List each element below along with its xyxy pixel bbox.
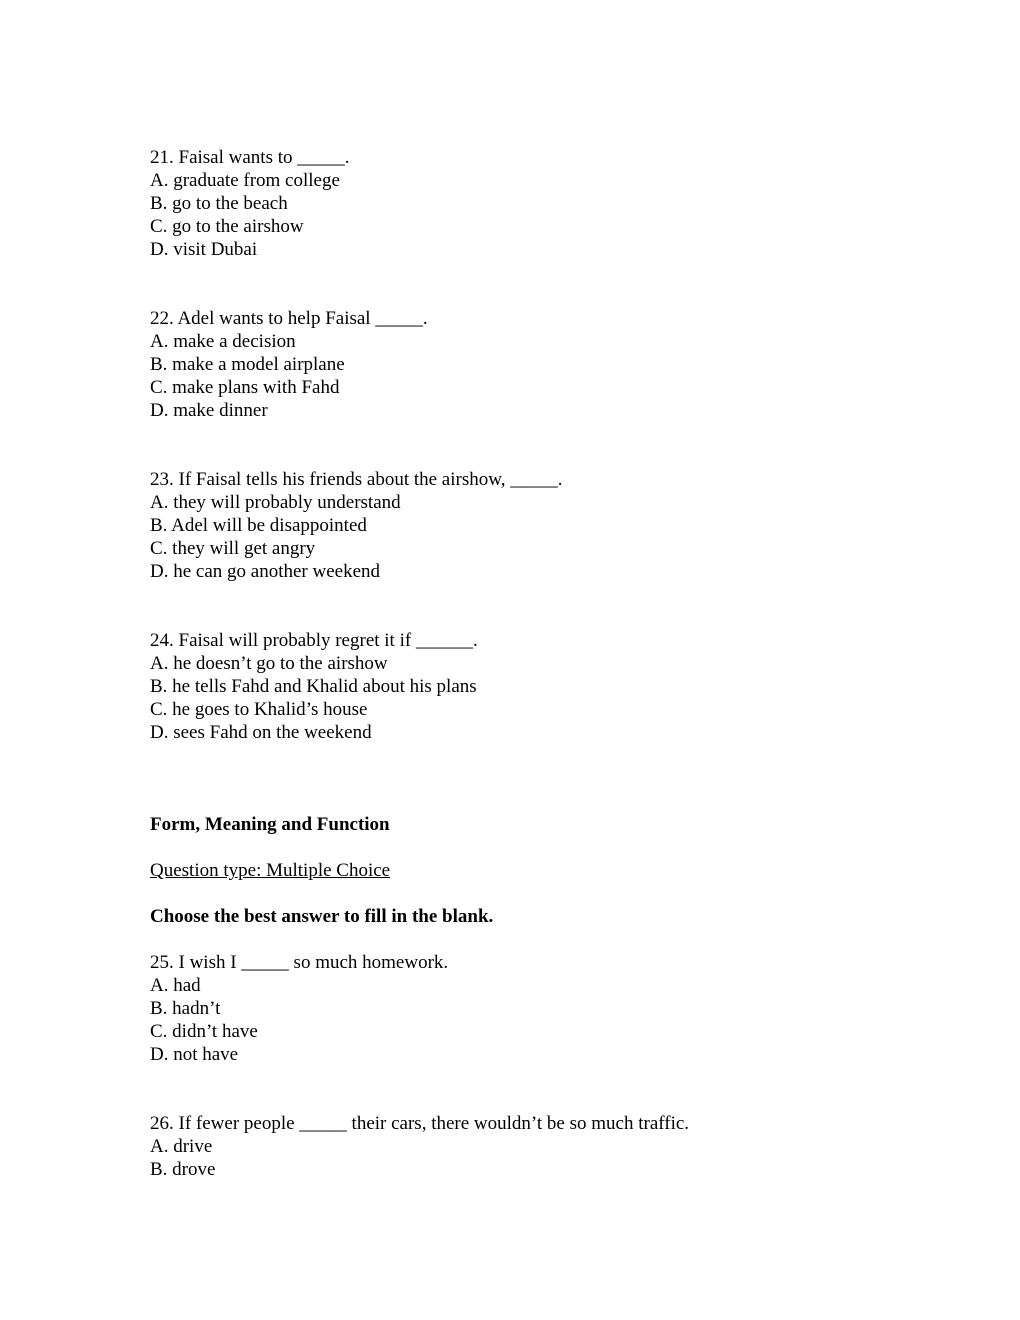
option-d: D. sees Fahd on the weekend: [150, 722, 372, 743]
option-b: B. drove: [150, 1159, 216, 1180]
section-heading: Form, Meaning and Function: [150, 814, 390, 835]
option-a: A. drive: [150, 1136, 213, 1157]
question-stem: 22. Adel wants to help Faisal _____.: [150, 308, 428, 329]
question-type-label: Question type: Multiple Choice: [150, 860, 391, 881]
option-b: B. go to the beach: [150, 193, 288, 214]
option-b: B. hadn’t: [150, 998, 221, 1019]
question-stem: 23. If Faisal tells his friends about the airshow, _____.: [150, 469, 563, 490]
option-a: A. make a decision: [150, 331, 296, 352]
option-c: C. he goes to Khalid’s house: [150, 699, 368, 720]
option-d: D. not have: [150, 1044, 239, 1065]
option-a: A. they will probably understand: [150, 492, 401, 513]
document-page: [150, 146, 950, 1181]
question-23: [150, 468, 950, 583]
option-d: D. visit Dubai: [150, 239, 258, 260]
question-26: [150, 1112, 950, 1181]
question-25: [150, 951, 950, 1066]
option-b: B. he tells Fahd and Khalid about his plans: [150, 676, 477, 697]
option-c: C. they will get angry: [150, 538, 316, 559]
option-a: A. graduate from college: [150, 170, 340, 191]
option-d: D. he can go another weekend: [150, 561, 381, 582]
question-group-comprehension: [150, 146, 950, 744]
option-c: C. go to the airshow: [150, 216, 304, 237]
instruction-text: Choose the best answer to fill in the blank.: [150, 906, 494, 927]
question-stem: 24. Faisal will probably regret it if ______.: [150, 630, 478, 651]
option-c: C. make plans with Fahd: [150, 377, 340, 398]
question-21: [150, 146, 950, 261]
option-c: C. didn’t have: [150, 1021, 258, 1042]
option-b: B. make a model airplane: [150, 354, 345, 375]
option-d: D. make dinner: [150, 400, 268, 421]
question-stem: 25. I wish I _____ so much homework.: [150, 952, 449, 973]
question-24: [150, 629, 950, 744]
question-stem: 21. Faisal wants to _____.: [150, 147, 350, 168]
question-stem: 26. If fewer people _____ their cars, there wouldn’t be so much traffic.: [150, 1113, 690, 1134]
question-22: [150, 307, 950, 422]
option-b: B. Adel will be disappointed: [150, 515, 367, 536]
option-a: A. he doesn’t go to the airshow: [150, 653, 388, 674]
question-group-grammar: [150, 951, 950, 1181]
option-a: A. had: [150, 975, 201, 996]
